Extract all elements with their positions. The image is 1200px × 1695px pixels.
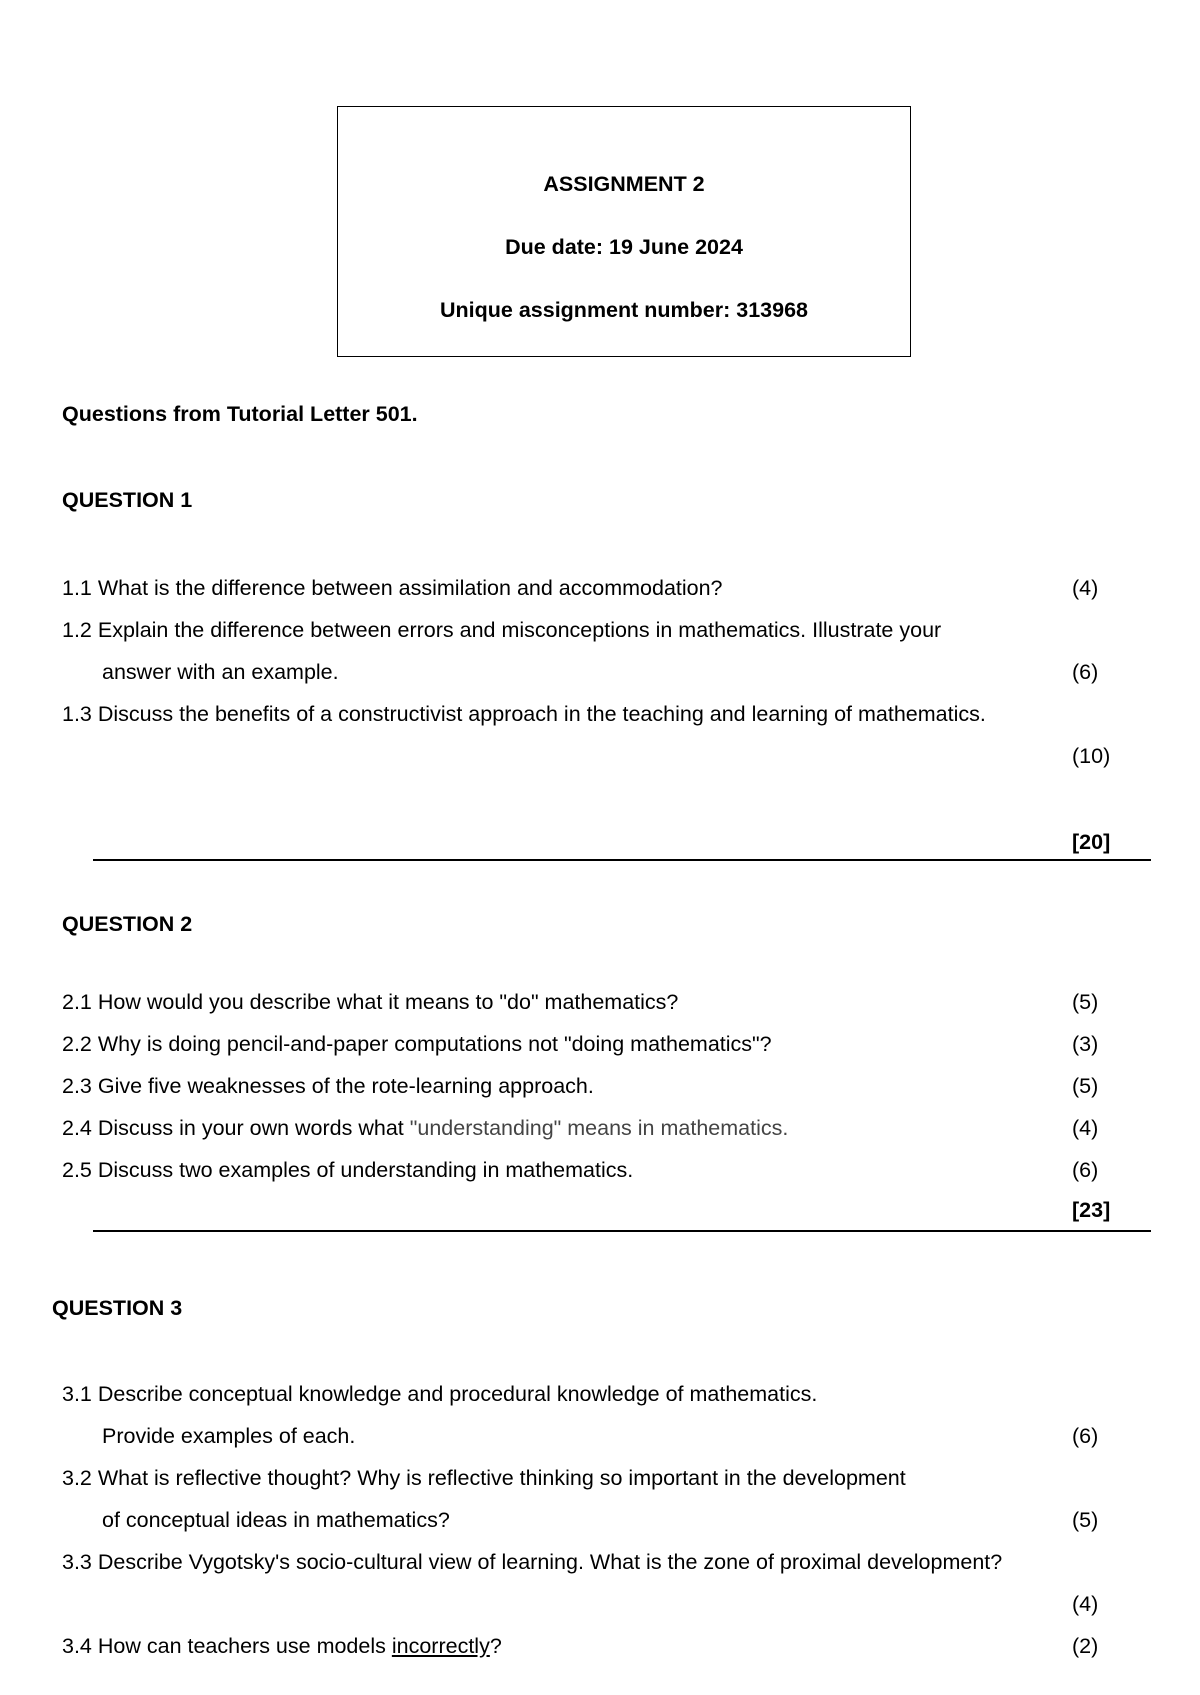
q3-item-4-marks: (2): [1072, 1634, 1099, 1658]
q2-item-4-marks: (4): [1072, 1116, 1099, 1140]
q3-item-2: [62, 1468, 906, 1490]
item-number: 3.1: [62, 1382, 92, 1406]
item-text: Give five weaknesses of the rote-learning approach.: [97, 1074, 594, 1098]
q1-item-1-marks: (4): [1072, 576, 1099, 600]
item-number: 2.4: [62, 1116, 92, 1140]
item-number: 1.1: [62, 576, 92, 600]
item-number: 3.3: [62, 1550, 92, 1574]
q1-item-2-marks: (6): [1072, 660, 1099, 684]
q1-item-1: [62, 578, 723, 600]
question-1-total: [20]: [1072, 830, 1111, 854]
intro-line: Questions from Tutorial Letter 501.: [62, 402, 418, 426]
item-text: Discuss in your own words what: [97, 1116, 410, 1140]
item-number: 2.3: [62, 1074, 92, 1098]
q3-item-2-continued: of conceptual ideas in mathematics?: [102, 1508, 450, 1532]
item-text: Describe conceptual knowledge and procedural knowledge of mathematics.: [97, 1382, 818, 1406]
assignment-title: ASSIGNMENT 2: [543, 172, 705, 196]
q1-item-3: [62, 704, 986, 726]
item-number: 1.2: [62, 618, 92, 642]
item-text: What is the difference between assimilation and accommodation?: [97, 576, 723, 600]
q1-item-2: [62, 620, 941, 642]
q1-item-2-continued: answer with an example.: [102, 660, 339, 684]
q3-item-2-marks: (5): [1072, 1508, 1099, 1532]
question-1-heading: QUESTION 1: [62, 488, 193, 512]
q3-item-1: [62, 1384, 817, 1406]
q2-item-2: [62, 1034, 772, 1056]
q3-item-3-marks: (4): [1072, 1592, 1099, 1616]
item-number: 2.1: [62, 990, 92, 1014]
section-divider: [93, 1230, 1151, 1232]
q2-item-5: [62, 1160, 633, 1182]
q2-item-3-marks: (5): [1072, 1074, 1099, 1098]
item-text-end: ?: [489, 1634, 502, 1658]
item-text: How can teachers use models: [97, 1634, 392, 1658]
q1-item-3-marks: (10): [1072, 744, 1111, 768]
q2-item-3: [62, 1076, 594, 1098]
item-text: What is reflective thought? Why is reflective thinking so important in the development: [97, 1466, 906, 1490]
q3-item-1-continued: Provide examples of each.: [102, 1424, 356, 1448]
unique-assignment-number: Unique assignment number: 313968: [440, 298, 808, 322]
item-number: 2.5: [62, 1158, 92, 1182]
q3-item-3: [62, 1552, 1002, 1574]
q2-item-5-marks: (6): [1072, 1158, 1099, 1182]
item-text: Describe Vygotsky's socio-cultural view of learning. What is the zone of proximal development?: [97, 1550, 1003, 1574]
item-text: Discuss two examples of understanding in mathematics.: [97, 1158, 634, 1182]
section-divider: [93, 859, 1151, 861]
q2-item-1-marks: (5): [1072, 990, 1099, 1014]
item-number: 1.3: [62, 702, 92, 726]
underlined-word: incorrectly: [391, 1634, 490, 1658]
item-text: Explain the difference between errors and misconceptions in mathematics. Illustrate your: [97, 618, 942, 642]
q2-item-1: [62, 992, 678, 1014]
assignment-header-box: [337, 106, 911, 357]
item-number: 2.2: [62, 1032, 92, 1056]
q3-item-4: [62, 1636, 502, 1658]
question-2-heading: QUESTION 2: [62, 912, 193, 936]
item-number: 3.4: [62, 1634, 92, 1658]
item-text: Why is doing pencil-and-paper computations not "doing mathematics"?: [97, 1032, 772, 1056]
question-3-heading: QUESTION 3: [52, 1296, 183, 1320]
q2-item-4: [62, 1118, 788, 1140]
item-text: Discuss the benefits of a constructivist approach in the teaching and learning of mathematics.: [97, 702, 986, 726]
item-text-continued: "understanding" means in mathematics.: [409, 1116, 789, 1140]
due-date: Due date: 19 June 2024: [505, 235, 743, 259]
item-text: How would you describe what it means to "do" mathematics?: [97, 990, 679, 1014]
q3-item-1-marks: (6): [1072, 1424, 1099, 1448]
question-2-total: [23]: [1072, 1198, 1111, 1222]
q2-item-2-marks: (3): [1072, 1032, 1099, 1056]
item-number: 3.2: [62, 1466, 92, 1490]
